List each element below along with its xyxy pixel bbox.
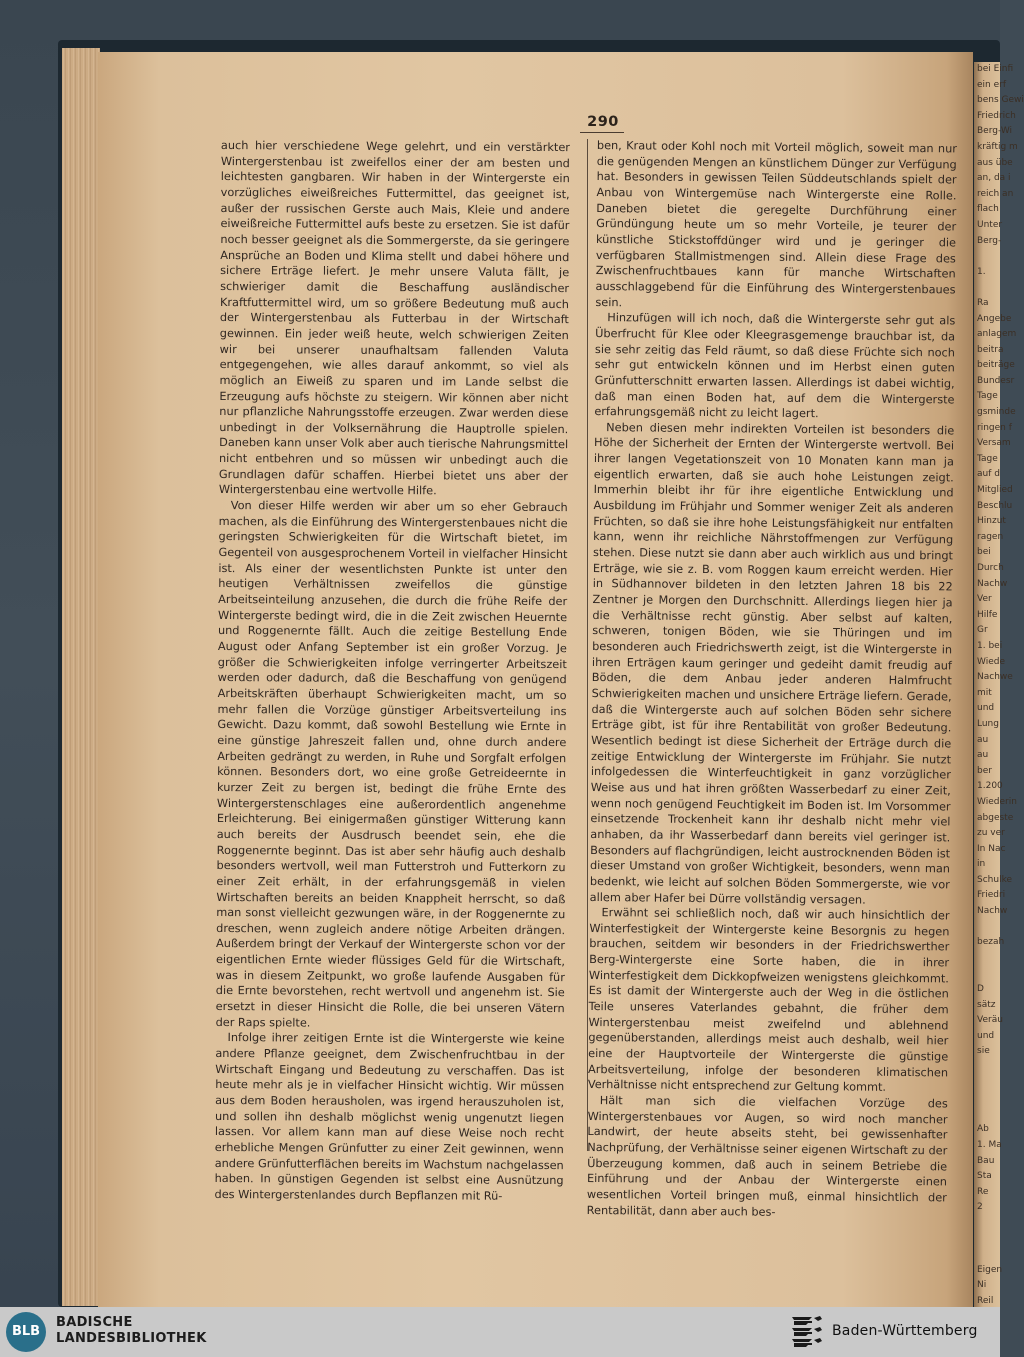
next-page-text: Veräu xyxy=(977,1015,1003,1026)
next-page-text: Nachw xyxy=(977,578,1008,589)
next-page-text: abgeste xyxy=(977,812,1014,823)
library-name-line1: BADISCHE xyxy=(56,1315,133,1330)
next-page-text: au xyxy=(977,750,989,761)
next-page-text: Nachw xyxy=(977,906,1008,917)
next-page-text xyxy=(974,249,1000,265)
next-page-text xyxy=(974,1247,1000,1263)
next-page-text: ragen xyxy=(977,531,1004,542)
next-page-text: D xyxy=(977,984,984,995)
next-page-text xyxy=(974,1060,1000,1076)
next-page-text: Wiede xyxy=(977,656,1005,667)
next-page-text: 1. bei xyxy=(977,640,1003,651)
paragraph: Hält man sich die vielfachen Vorzüge des Wintergerstenbaues vor Augen, so wird noch mancher Landwirt, der heute abseits steht, bei gewissenhafter Nachprüfung, der Verhältnisse seiner eigenen Wirtschaft zu der Überzeugung kommen, daß auch in seinem Betriebe die Einführung und der Anbau der Wintergerste einen wesentlichen Vorteil bringen muß, einmal hinsichtlich der Rentabilität, dann aber auch bes- xyxy=(586,1094,948,1219)
next-page-text: gsminde xyxy=(977,407,1016,418)
paragraph: Erwähnt sei schließlich noch, daß wir auch hinsichtlich der Winterfestigkeit der Wintergerste keine Besorgnis zu hegen brauchen, seitdem wir besonders in der Friedrichswerther Berg-Wintergerste eine Sorte haben, die in ihrer Winterfestigkeit dem Dickkopfweizen wenigstens gleichkommt. Es ist damit der Wintergerste auch der Weg in die östlichen Teile unseres Vaterlandes gebahnt, die früher dem Wintergerstenbau meist zweifelnd und ablehnend gegenüberstanden, allerdings meist auch deshalb, weil hier eine der Hauptvorteile der Wintergerste die günstige Arbeitsverteilung, infolge der besonderen klimatischen Verhältnisse nicht entsprechend zur Geltung kommt. xyxy=(587,906,950,1095)
next-page-text: Wiederin xyxy=(977,796,1017,807)
next-page-text: bens Gewi xyxy=(977,95,1024,106)
next-page-text: 1.200 xyxy=(977,781,1003,792)
next-page-text xyxy=(974,1107,1000,1123)
next-page-text: flach xyxy=(977,204,999,215)
three-lions-icon xyxy=(788,1313,826,1349)
next-page-text xyxy=(974,966,1000,982)
next-page-text: und xyxy=(977,703,995,714)
next-page-text: zu ver xyxy=(977,828,1005,839)
next-page-text: Bau xyxy=(977,1155,995,1166)
page-number-rule xyxy=(580,132,624,133)
next-page-text: beiträge xyxy=(977,360,1015,371)
next-page-text: Hilfe xyxy=(977,609,998,620)
next-page-text: sie xyxy=(977,1046,990,1057)
blb-logo-icon[interactable]: BLB xyxy=(6,1312,46,1352)
next-page-text: Ver xyxy=(977,594,992,605)
library-name[interactable] xyxy=(56,1315,207,1347)
next-page-text: Tage xyxy=(977,453,998,464)
next-page-text: Hinzut xyxy=(977,516,1006,527)
next-page-text: 1. Ma xyxy=(977,1139,1002,1150)
next-page-text xyxy=(974,920,1000,936)
next-page-fragment xyxy=(974,62,1024,1307)
next-page-text: In Nac xyxy=(977,843,1006,854)
next-page-text xyxy=(974,1076,1000,1092)
library-name-line2: LANDESBIBLIOTHEK xyxy=(56,1331,207,1346)
next-page-text: Unter xyxy=(977,219,1003,230)
next-page-text: Beschlu xyxy=(977,500,1013,511)
next-page-text: Ni xyxy=(977,1280,987,1291)
next-page-text: bei Einfi xyxy=(977,64,1014,74)
state-name[interactable]: Baden-Württemberg xyxy=(832,1323,978,1339)
next-page-text: Durch xyxy=(977,563,1004,573)
next-page-text: Berg-Wi xyxy=(977,126,1013,137)
left-column xyxy=(214,138,569,1205)
next-page-text: Versam xyxy=(977,438,1011,449)
next-page-text: ringen f xyxy=(977,422,1012,433)
next-page-text xyxy=(974,1216,1000,1232)
next-page-text: Sta xyxy=(977,1171,992,1182)
paragraph: ben, Kraut oder Kohl noch mit Vorteil möglich, soweit man nur die genügenden Mengen an künstlichem Dünger zur Verfügung hat. Besonders in gewissen Teilen Süddeutschlands spielt der Anbau von Wintergemüse nach Wintergerste eine Rolle. Daneben bietet die geregelte Durchführung einer Gründüngung heute um so mehr Vorteile, je teurer der künstliche Stickstoffdünger wird und je geringer die verfügbaren Stallmistmengen sind. Allein diese Frage des Zwischenfruchtbaues kann für manche Wirtschaften ausschlaggebend für die Einführung des Wintergerstenbaues sein. xyxy=(595,138,957,309)
next-page-text: Mitglied xyxy=(977,485,1013,496)
next-page-text: an, da i xyxy=(977,173,1011,184)
next-page-text: 1. xyxy=(977,266,986,277)
next-page-text: ber xyxy=(977,765,992,776)
next-page-text: Ra xyxy=(977,297,989,308)
next-page-text: Schulke xyxy=(977,874,1012,885)
right-column xyxy=(587,138,957,1222)
next-page-text xyxy=(974,1091,1000,1107)
next-page-text: Ab xyxy=(977,1124,989,1135)
next-page-text: reich an xyxy=(977,188,1014,199)
paragraph: auch hier verschiedene Wege gelehrt, und ein verstärkter Wintergerstenbau ist zweifellos einer der am besten und leichtesten gangbaren. Wir haben in der Wintergerste ein vorzügliches eiweißreiches Futtermittel, das geeignet ist, außer der russischen Gerste auch Mais, Kleie und andere eiweißreiche Futtermittel aufs beste zu ersetzen. Sie ist dafür noch besser geeignet als die Sommergerste, da sie geringere Ansprüche an Boden und Klima stellt und dabei höhere und sichere Erträge liefert. Je mehr unsere Valuta fällt, je schwieriger damit die Beschaffung ausländischer Kraftfuttermittel wird, um so größere Bedeutung muß auch der Wintergerstenbau als Futterbau in der Wirtschaft gewinnen. Ein jeder weiß heute, welch schwierigen Zeiten wir bei unserer unaufhaltsam fallenden Valuta entgegengehen, wie alles darauf ankommt, so viel als möglich an Eiweiß zu sparen und im Lande selbst die Erzeugung aufs höchste zu steigern. Wir können aber nicht nur pflanzliche Nahrungsstoffe erzeugen. Zwar werden diese unbedingt in der Volksernährung die Hauptrolle spielen. Daneben kann unser Volk aber auch tierische Nahrungsmittel nicht entbehren und so müssen wir unbedingt auch die Grundlagen dafür schaffen. Hierbei bietet uns aber der Wintergerstenbau eine wertvolle Hilfe. xyxy=(218,138,570,498)
next-page-text: au xyxy=(977,734,989,745)
page-edges xyxy=(62,48,100,1306)
next-page-text: Eigen xyxy=(977,1264,1003,1275)
next-page-text: beitra xyxy=(977,344,1004,355)
next-page-text: mit xyxy=(977,687,992,698)
next-page-text: Angebe xyxy=(977,313,1012,324)
next-page-text: Bundesr xyxy=(977,375,1015,386)
next-page-text: sätz xyxy=(977,999,996,1010)
next-page-text xyxy=(974,1232,1000,1248)
paragraph: Infolge ihrer zeitigen Ernte ist die Wintergerste wie keine andere Pflanze geeignet, dem Zwischenfruchtbau in der Wirtschaft Eingang und Bedeutung zu verschaffen. Das ist heute mehr als je in vielfacher Hinsicht wichtig. Wir müssen aus dem Boden herausholen, was irgend herauszuholen ist, und sollen ihn deshalb möglichst wenig ungenutzt liegen lassen. Vor allem kann man auf diese Weise noch recht erhebliche Mengen Grünfutter zu einer Zeit gewinnen, wenn andere Grünfutterflächen bereits im Wachstum nachgelassen haben. In günstigen Gegenden ist selbst eine Ausnützung des Wintergerstenlandes durch Bepflanzen mit Rü- xyxy=(214,1031,565,1203)
next-page-text: 2 xyxy=(977,1202,983,1213)
next-page-text xyxy=(974,951,1000,967)
next-page-text: Friedri xyxy=(977,890,1006,901)
next-page-text: bei xyxy=(977,547,991,558)
next-page-text: ein erf xyxy=(977,79,1007,90)
next-page-text: Tage xyxy=(977,391,998,402)
next-page-text: Reil xyxy=(977,1295,994,1306)
next-page-text: Re xyxy=(977,1186,989,1197)
next-page-text: Gr xyxy=(977,625,988,636)
next-page-text: Berg- xyxy=(977,235,1002,246)
next-page-text: aus übe xyxy=(977,157,1013,168)
paragraph: Hinzufügen will ich noch, daß die Wintergerste sehr gut als Überfrucht für Klee oder Kleegrasgemenge brauchbar ist, da sie sehr zeitig das Feld räumt, so daß diese Früchte sich noch sehr gut entwickeln können und im Herbst einen guten Grünfutterschnitt erwarten lassen. Allerdings ist dabei wichtig, daß man einen Boden hat, auf dem die Wintergerste erfahrungsgemäß nicht zu leicht lagert. xyxy=(594,311,956,421)
next-page-text: anlagem xyxy=(977,329,1017,340)
next-page-text: kräftig m xyxy=(977,141,1018,152)
next-page-text: auf d xyxy=(977,469,1000,480)
paragraph: Neben diesen mehr indirekten Vorteilen ist besonders die Höhe der Sicherheit der Ernten der Wintergerste wertvoll. Bei ihrer langen Vegetationszeit von 10 Monaten kann man ja eigentlich erwarten, daß sie auch hohe Leistungen zeigt. Immerhin bleibt ihr für ihre eigentliche Entwicklung und Ausbildung im Frühjahr und Sommer weniger Zeit als anderen Früchten, so daß sie ihre hohe Leistungsfähigkeit nur entfalten kann, wenn ihr reichliche Nährstoffmengen zur Verfügung stehen. Diese nutzt sie dann aber auch wirklich aus und bringt Erträge, wie sie z. B. vom Roggen kaum erreicht werden. Hier in Südhannover bildeten in den letzten Jahren 18 bis 22 Zentner je Morgen den Durchschnitt. Allerdings liegen hier ja die Verhältnisse recht günstig. Aber selbst auf kalten, schweren, tonigen Böden, wie sie Thüringen und im besonderen auch Friedrichswerth zeigt, ist die Wintergerste in ihren Erträgen kaum geringer und gedeiht damit freudig auf Böden, die dem Anbau jeder anderen Halmfrucht Schwierigkeiten machen und unsichere Erträge liefern. Gerade, daß die Wintergerste auch auf solchen Böden sehr sichere Erträge gibt, ist für ihre Rentabilität von großer Bedeutung. Wesentlich bedingt ist diese Sicherheit der Erträge durch die zeitige Entwicklung der Wintergerste im Frühjahr. Sie nutzt infolgedessen die Winterfeuchtigkeit in ganz vorzüglicher Weise aus und hat ihren größten Wasserbedarf zu einer Zeit, wenn noch genügend Feuchtigkeit im Boden ist. Im Vorsommer einsetzende Trockenheit kann ihr deshalb nicht mehr viel anhaben, da ihr Wasserbedarf dann bereits viel geringer ist. Besonders auf flachgründigen, leicht austrocknenden Böden ist dieser Umstand von großer Wichtigkeit, besonders, wenn man bedenkt, wie leicht auf solchen Böden Sommergerste, wie vor allem aber Hafer bei Dürre vollständig versagen. xyxy=(589,420,955,907)
next-page-text xyxy=(974,280,1000,296)
next-page-text: Friedrich xyxy=(977,110,1016,121)
next-page-text: bezah xyxy=(977,937,1005,948)
next-page-text: Lung xyxy=(977,718,999,729)
next-page-text: Nachwe xyxy=(977,672,1013,683)
page-number: 290 xyxy=(587,114,619,130)
next-page-text: und xyxy=(977,1030,995,1041)
paragraph: Von dieser Hilfe werden wir aber um so eher Gebrauch machen, als die Einführung des Wintergerstenbaues nicht die geringsten Schwierigkeiten für die Wirtschaft bietet, im Gegenteil von ausgesprochenem Vorteil in vielfacher Hinsicht ist. Als einer der wesentlichsten Punkte ist unter den heutigen Verhältnissen zweifellos die günstige Arbeitseinteilung anzusehen, die durch die frühe Reife der Wintergerste bedingt wird, die in die Zeit zwischen Heuernte und Roggenernte fällt. Auch die zeitige Bestellung Ende August oder Anfang September ist ein großer Vorzug. Je größer die Schwierigkeiten infolge verringerter Arbeitszeit werden oder dadurch, daß die Beschaffung von genügend Arbeitskräften überhaupt Schwierigkeiten macht, um so mehr fallen die Vorzüge günstiger Arbeitsverteilung ins Gewicht. Dazu kommt, daß sowohl Bestellung wie Ernte in eine günstige Jahreszeit fallen und, ohne durch andere Arbeiten gedrängt zu werden, in Ruhe und Sorgfalt erfolgen können. Besonders dort, wo eine große Getreideernte in kurzer Zeit zu bergen ist, bedingt die frühe Ernte des Wintergerstenschlages eine außerordentlich angenehme Erleichterung. Bei einigermaßen günstiger Witterung kann auch bereits der Ausdrusch beendet sein, ehe die Roggenernte beginnt. Das ist aber sehr häufig auch deshalb besonders wertvoll, weil man Futterstroh und Futterkorn zu einer Zeit erhält, in der erfahrungsgemäß in vielen Wirtschaften bereits an beiden Knappheit herrscht, so daß man sonst vielleicht gezwungen wäre, in der Roggenernte zu dreschen, wenn zugleich andere nötige Arbeiten drängen. Außerdem bringt der Verkauf der Wintergerste schon vor der eigentlichen Ernte wieder flüssiges Geld für die Wirtschaft, was in diesem Zeitpunkt, wo große laufende Ausgaben für die Ernte bevorstehen, recht wertvoll und angenehm ist. Sie ersetzt in dieser Hinsicht die Rolle, die bei unseren Vätern der Raps spielte. xyxy=(215,499,568,1030)
next-page-text: in xyxy=(977,859,986,870)
